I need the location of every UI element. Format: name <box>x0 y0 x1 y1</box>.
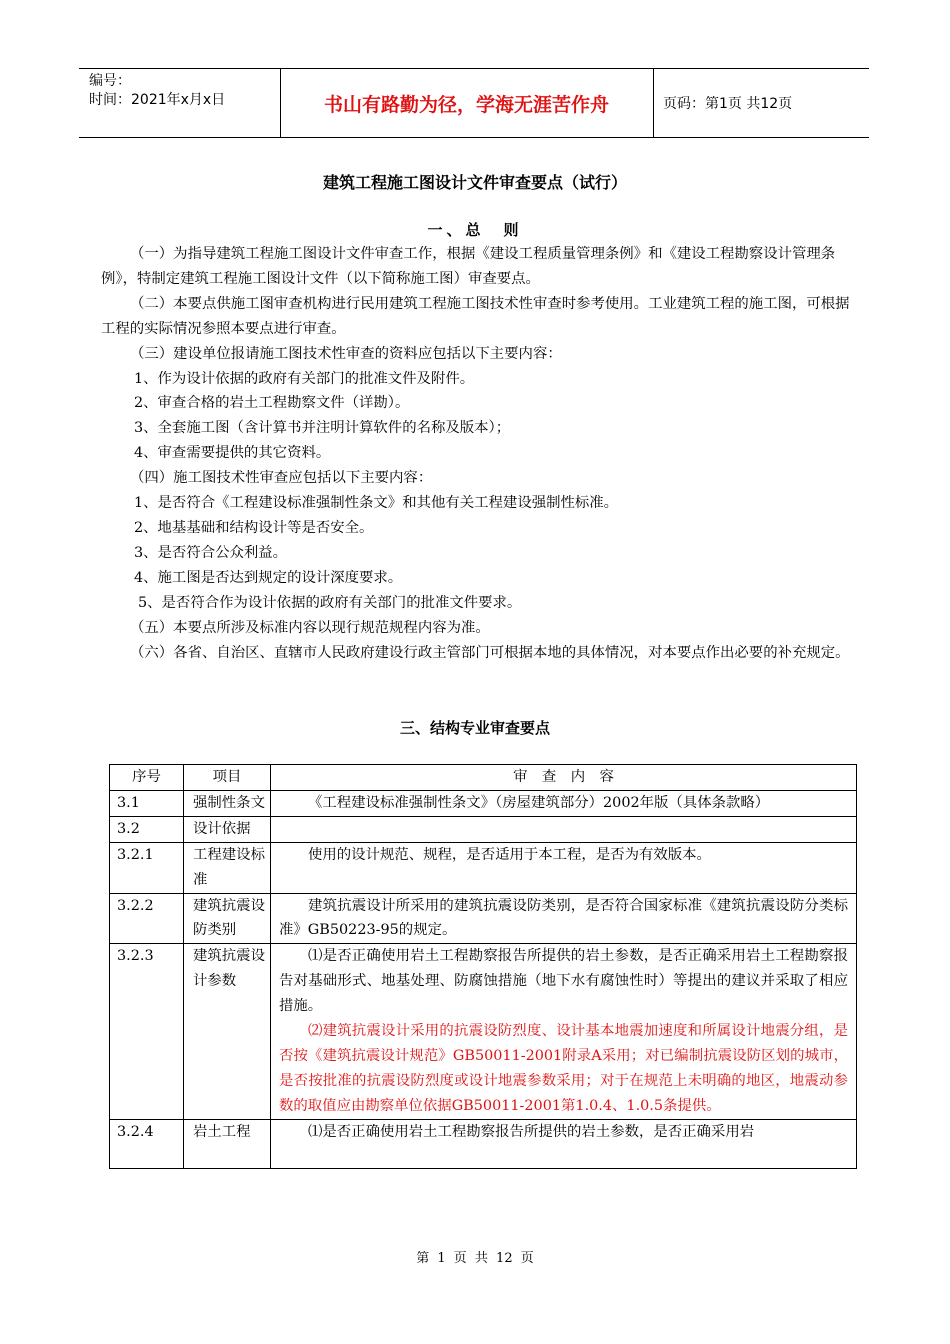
content-paragraph: 建筑抗震设计所采用的建筑抗震设防类别，是否符合国家标准《建筑抗震设防分类标准》GB50223-95的规定。 <box>279 897 848 939</box>
row-no: 3.1 <box>110 790 184 816</box>
paragraph: （一）为指导建筑工程施工图设计文件审查工作，根据《建设工程质量管理条例》和《建设工程勘察设计管理条例》，特制定建筑工程施工图设计文件（以下简称施工图）审查要点。 <box>101 246 836 287</box>
paragraph: （五）本要点所涉及标准内容以现行规范规程内容为准。 <box>130 619 490 636</box>
content-paragraph-red: ⑵建筑抗震设计采用的抗震设防烈度、设计基本地震加速度和所属设计地震分组，是否按《建筑抗震设计规范》GB50011-2001附录A采用；对已编制抗震设防区划的城市，是否按批准的抗震设防烈度或设计地震参数采用；对于在规范上未明确的地区，地震动参数的取值应由勘察单位依据GB50011-2001第1.0.4、1.0.5条提供。 <box>279 1023 848 1114</box>
document-title: 建筑工程施工图设计文件审查要点（试行） <box>322 173 627 192</box>
row-item: 岩土工程 <box>184 1119 271 1168</box>
table-row <box>110 893 857 944</box>
row-no: 3.2 <box>110 816 184 842</box>
row-content <box>271 816 857 842</box>
list-item: 1、是否符合《工程建设标准强制性条文》和其他有关工程建设强制性标准。 <box>134 495 619 512</box>
row-content <box>271 842 857 893</box>
row-no: 3.2.3 <box>110 944 184 1119</box>
paragraph: （四）施工图技术性审查应包括以下主要内容： <box>130 470 433 487</box>
header-no: 序号 <box>110 765 184 791</box>
content-paragraph: 《工程建设标准强制性条文》（房屋建筑部分）2002年版（具体条款略） <box>308 794 770 811</box>
list-item: 1、作为设计依据的政府有关部门的批准文件及附件。 <box>134 370 475 387</box>
table-row <box>110 842 857 893</box>
list-item: 3、是否符合公众利益。 <box>134 544 288 561</box>
header-content: 审 查 内 容 <box>271 765 857 791</box>
table-row <box>110 944 857 1119</box>
paragraph: （二）本要点供施工图审查机构进行民用建筑工程施工图技术性审查时参考使用。工业建筑工程的施工图，可根据工程的实际情况参照本要点进行审查。 <box>101 295 850 337</box>
row-item: 建筑抗震设计参数 <box>184 944 271 1119</box>
paragraph: （六）各省、自治区、直辖市人民政府建设行政主管部门可根据本地的具体情况，对本要点作出必要的补充规定。 <box>130 644 850 661</box>
row-content <box>271 1119 857 1168</box>
content-paragraph: 使用的设计规范、规程，是否适用于本工程，是否为有效版本。 <box>308 846 711 863</box>
row-no: 3.2.2 <box>110 893 184 944</box>
header-motto: 书山有路勤为径，学海无涯苦作舟 <box>280 69 654 137</box>
section-structure-title: 三、结构专业审查要点 <box>399 719 550 737</box>
list-item: 5、是否符合作为设计依据的政府有关部门的批准文件要求。 <box>138 594 522 611</box>
row-item: 工程建设标准 <box>184 842 271 893</box>
row-content <box>271 893 857 944</box>
time-label: 时间：2021年x月x日 <box>89 92 226 108</box>
row-item: 建筑抗震设防类别 <box>184 893 271 944</box>
list-item: 3、全套施工图（含计算书并注明计算软件的名称及版本）； <box>134 420 511 437</box>
list-item: 4、审查需要提供的其它资料。 <box>134 445 331 462</box>
row-content <box>271 944 857 1119</box>
general-body <box>101 242 850 665</box>
list-item: 4、施工图是否达到规定的设计深度要求。 <box>134 569 403 586</box>
header-meta <box>79 69 281 137</box>
list-item: 2、审查合格的岩土工程勘察文件（详勘）。 <box>134 395 410 412</box>
paragraph: （三）建设单位报请施工图技术性审查的资料应包括以下主要内容： <box>130 345 562 362</box>
row-no: 3.2.1 <box>110 842 184 893</box>
content-paragraph: ⑴是否正确使用岩土工程勘察报告所提供的岩土参数，是否正确采用岩土工程勘察报告对基础形式、地基处理、防腐蚀措施（地下水有腐蚀性时）等提出的建议并采取了相应措施。 <box>279 948 848 1015</box>
section-general-title: 一、总 则 <box>427 221 523 239</box>
number-label: 编号： <box>89 73 131 89</box>
page-footer: 第 1 页 共 12 页 <box>416 1251 534 1266</box>
header-box <box>79 68 869 138</box>
row-no: 3.2.4 <box>110 1119 184 1168</box>
table-row <box>110 816 857 842</box>
table-row <box>110 1119 857 1168</box>
row-item: 设计依据 <box>184 816 271 842</box>
table-row <box>110 790 857 816</box>
content-paragraph: ⑴是否正确使用岩土工程勘察报告所提供的岩土参数，是否正确采用岩 <box>308 1123 755 1140</box>
header-item: 项目 <box>184 765 271 791</box>
row-content <box>271 790 857 816</box>
header-page-info: 页码：第1页 共12页 <box>663 96 793 112</box>
table-header-row <box>110 765 857 791</box>
row-item: 强制性条文 <box>184 790 271 816</box>
list-item: 2、地基基础和结构设计等是否安全。 <box>134 519 374 536</box>
review-table <box>109 764 857 1169</box>
